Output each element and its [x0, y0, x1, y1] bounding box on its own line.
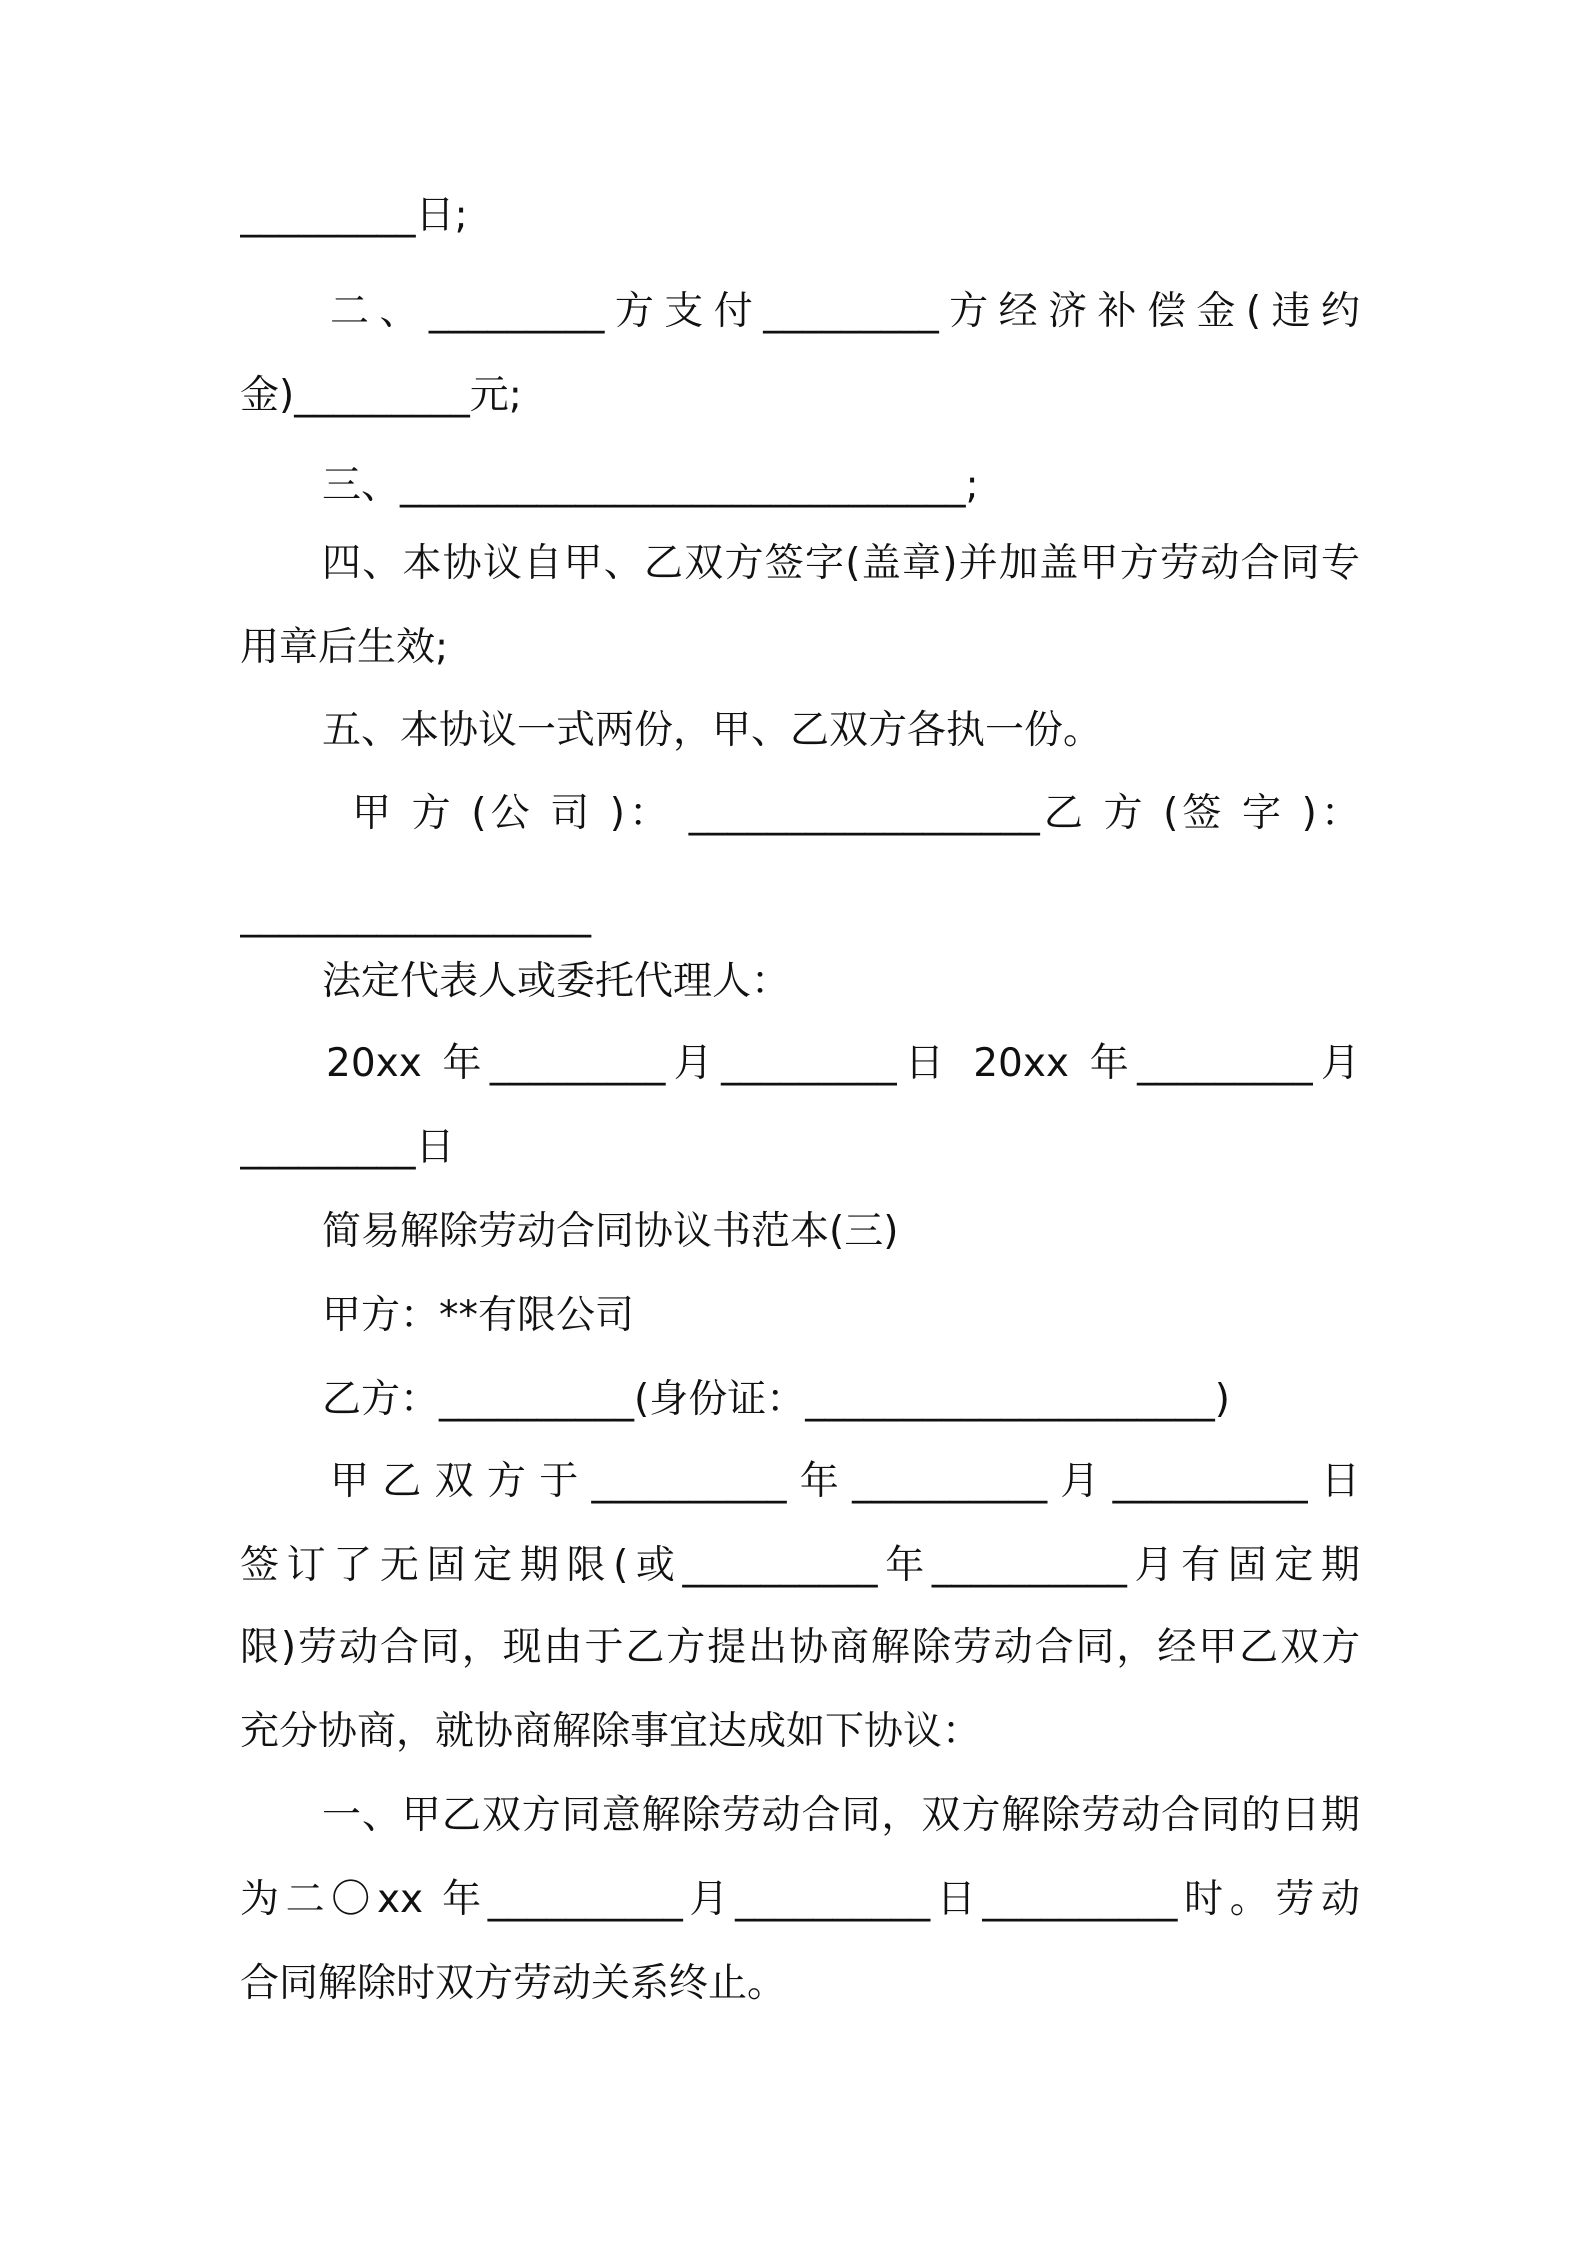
text-line-18: 限)劳动合同，现由于乙方提出协商解除劳动合同，经甲乙双方 [240, 1625, 1360, 1670]
text-line-13: 简易解除劳动合同协议书范本(三) [322, 1209, 899, 1254]
text-line-12: _________日 [240, 1125, 455, 1170]
text-line-22: 合同解除时双方劳动关系终止。 [240, 1961, 787, 2006]
text-line-7: 五、本协议一式两份，甲、乙双方各执一份。 [322, 708, 1103, 753]
text-line-4: 三、_____________________________; [322, 463, 979, 508]
text-line-1: _________日; [240, 193, 468, 238]
text-line-10: 法定代表人或委托代理人： [322, 959, 791, 1004]
text-line-14: 甲方：**有限公司 [322, 1293, 635, 1338]
text-line-19: 充分协商，就协商解除事宜达成如下协议： [240, 1709, 982, 1754]
text-line-5: 四、本协议自甲、乙双方签字(盖章)并加盖甲方劳动合同专 [322, 541, 1360, 586]
text-line-15: 乙方：__________(身份证：_____________________) [322, 1377, 1230, 1422]
text-line-17: 签订了无固定期限(或__________年__________月有固定期 [240, 1543, 1360, 1588]
text-line-11: 20xx 年_________月_________日 20xx 年_________月 [326, 1041, 1360, 1086]
text-line-20: 一、甲乙双方同意解除劳动合同，双方解除劳动合同的日期 [322, 1793, 1360, 1838]
text-line-9: __________________ [240, 893, 591, 938]
text-line-3: 金)_________元; [240, 373, 522, 418]
text-line-21: 为二〇xx 年__________月__________日__________时。劳动 [240, 1877, 1360, 1922]
text-line-16: 甲乙双方于__________年__________月__________日 [330, 1459, 1360, 1504]
text-line-2: 二、_________方支付_________方经济补偿金(违约 [330, 289, 1360, 334]
text-line-8: 甲 方 (公 司 )： __________________乙 方 (签 字 )： [352, 791, 1360, 836]
text-line-6: 用章后生效; [240, 625, 449, 670]
